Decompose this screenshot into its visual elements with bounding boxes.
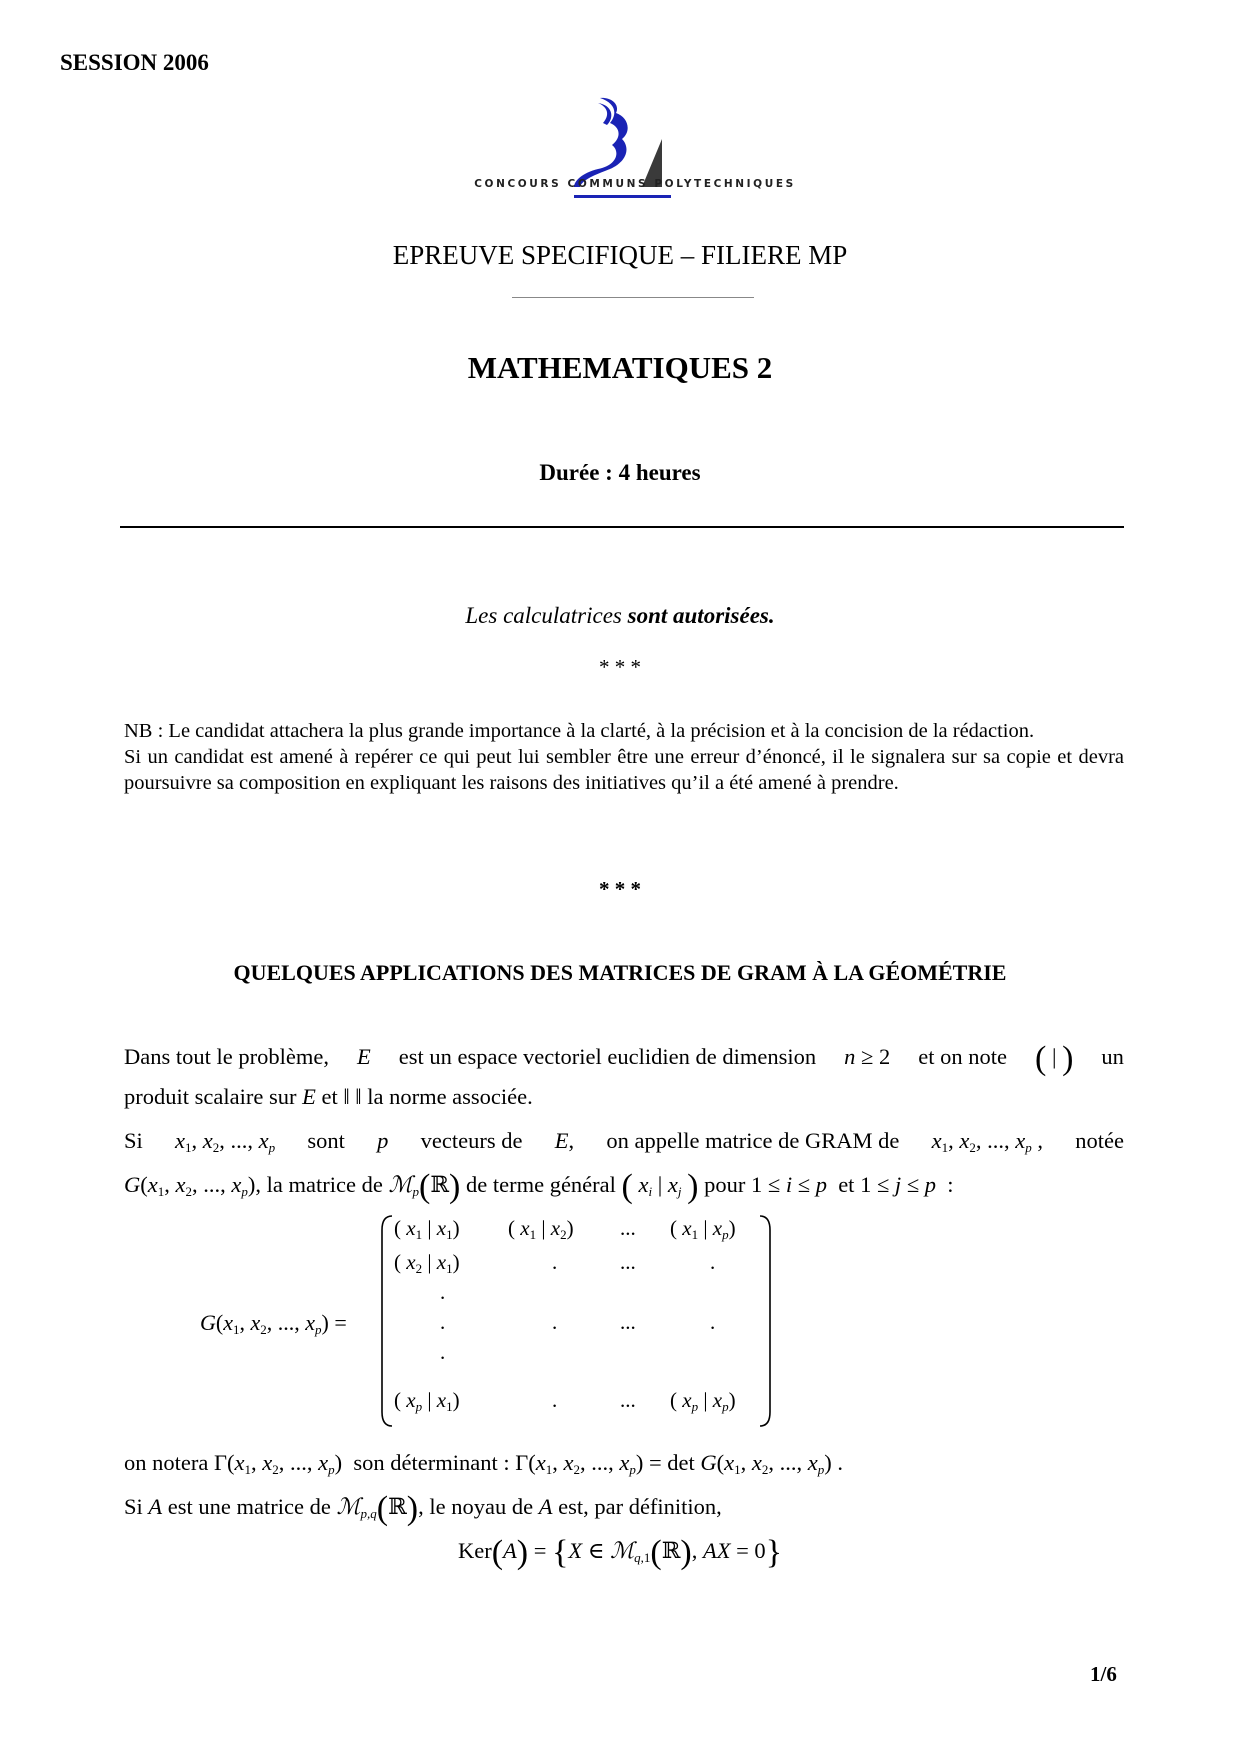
matrix-cell: . bbox=[440, 1340, 446, 1364]
separator-stars: * * * bbox=[599, 655, 641, 679]
text-fragment: est une matrice de bbox=[167, 1494, 331, 1519]
matrix-cell: . bbox=[710, 1250, 716, 1274]
title-divider bbox=[512, 297, 754, 298]
body-line-2: produit scalaire sur E et ‖ ‖ la norme associée. bbox=[124, 1084, 533, 1109]
section-title: QUELQUES APPLICATIONS DES MATRICES DE GRAM À LA GÉOMÉTRIE bbox=[233, 960, 1007, 985]
body-line-4: $G(x_1$, $x_2$, ..., $x_p$), la matrice de ℳ$_p$(ℝ) de terme général ( $x_i$ | $x_j$ ) pour 1 ≤ i ≤ p et 1 ≤ j ≤ p : bbox=[124, 1168, 954, 1205]
text-fragment: son déterminant : bbox=[353, 1450, 510, 1475]
matrix-cell: ( $x_1$ | $x_2$) bbox=[508, 1216, 574, 1242]
text-fragment: est, par définition, bbox=[558, 1494, 722, 1519]
text-fragment: et bbox=[321, 1084, 338, 1109]
page-number: 1/6 bbox=[1090, 1662, 1117, 1686]
text-fragment: Dans tout le problème, bbox=[124, 1044, 329, 1069]
matrix-cell: . bbox=[440, 1310, 446, 1334]
text-fragment: = det bbox=[648, 1450, 695, 1475]
text-fragment: la norme associée. bbox=[367, 1084, 533, 1109]
text-fragment: et on note bbox=[918, 1044, 1007, 1069]
matrix-cell: . bbox=[552, 1310, 558, 1334]
body-line-1: Dans tout le problème, E est un espace vectoriel euclidien de dimension n ≥ 2 et on note ( | ) un bbox=[124, 1040, 1124, 1077]
matrix-cell: . bbox=[710, 1310, 716, 1334]
duration: Durée : 4 heures bbox=[539, 460, 701, 485]
text-fragment: , la matrice de bbox=[255, 1172, 383, 1197]
text-fragment: produit scalaire sur bbox=[124, 1084, 297, 1109]
body-line-3: Si $x_1$, $x_2$, ..., $x_p$ sont p vecteurs de E, on appelle matrice de GRAM de $x_1$, $x_2$, ..., $x_p$ , notée bbox=[124, 1128, 1124, 1155]
header-rule bbox=[120, 526, 1124, 528]
matrix-cell: ... bbox=[620, 1250, 636, 1274]
text-fragment: Si bbox=[124, 1128, 143, 1153]
text-fragment: notée bbox=[1075, 1128, 1124, 1153]
matrix-cell: ( $x_p$ | $x_1$) bbox=[394, 1388, 460, 1414]
text-fragment: est un espace vectoriel euclidien de dimension bbox=[398, 1044, 817, 1069]
logo-underline bbox=[574, 195, 671, 198]
gram-matrix bbox=[380, 1212, 772, 1430]
body-line-6: Si A est une matrice de ℳ$_{p,q}$(ℝ), le noyau de A est, par définition, bbox=[124, 1490, 722, 1527]
matrix-cell: ( $x_2$ | $x_1$) bbox=[394, 1250, 460, 1276]
text-fragment: on notera bbox=[124, 1450, 209, 1475]
matrix-cell: ( $x_1$ | $x_p$) bbox=[670, 1216, 736, 1242]
exam-track-title: EPREUVE SPECIFIQUE – FILIERE MP bbox=[392, 240, 848, 270]
text-fragment: vecteurs de bbox=[420, 1128, 523, 1153]
text-fragment: sont bbox=[307, 1128, 345, 1153]
text-fragment: pour bbox=[704, 1172, 746, 1197]
matrix-cell: ... bbox=[620, 1310, 636, 1334]
matrix-cell: ... bbox=[620, 1216, 636, 1240]
text-fragment: et bbox=[838, 1172, 855, 1197]
nb-paragraph-2: Si un candidat est amené à repérer ce qui peut lui sembler être une erreur d’énoncé, il le signalera sur sa copie et devra poursuivre sa composition en expliquant les raisons des initiatives qu’il a été amené à prendre. bbox=[124, 746, 1124, 794]
subject-title: MATHEMATIQUES 2 bbox=[467, 350, 773, 385]
text-fragment: de terme général bbox=[465, 1172, 616, 1197]
nb-paragraph-1: NB : Le candidat attachera la plus grande importance à la clarté, à la précision et à la concision de la rédaction. bbox=[124, 720, 1035, 742]
kernel-definition: Ker(A) = {X ∈ ℳ$_{q,1}$(ℝ), AX = 0} bbox=[457, 1534, 783, 1571]
logo-caption: CONCOURS COMMUNS POLYTECHNIQUES bbox=[474, 178, 796, 190]
calculator-allowed: sont autorisées. bbox=[627, 603, 775, 628]
matrix-cell: . bbox=[552, 1250, 558, 1274]
separator-stars-2: * * * bbox=[599, 877, 641, 901]
nb-notice bbox=[124, 718, 1124, 796]
matrix-cell: . bbox=[552, 1388, 558, 1412]
gram-matrix-label: $G(x_1$, $x_2$, ..., $x_p$) = bbox=[200, 1310, 347, 1337]
calculator-prefix: Les calculatrices bbox=[465, 603, 628, 628]
matrix-cell: . bbox=[440, 1280, 446, 1304]
session-label: SESSION 2006 bbox=[60, 50, 209, 75]
text-fragment: , le noyau de bbox=[418, 1494, 534, 1519]
calculator-notice bbox=[0, 603, 1240, 629]
text-fragment: un bbox=[1101, 1044, 1124, 1069]
matrix-cell: ... bbox=[620, 1388, 636, 1412]
body-line-5: on notera $\Gamma(x_1$, $x_2$, ..., $x_p$) son déterminant : $\Gamma(x_1$, $x_2$, ..., $x_p) = \det G(x_1$, $x_2$, ..., $x_p$) . bbox=[124, 1450, 844, 1477]
matrix-cell: ( $x_1$ | $x_1$) bbox=[394, 1216, 460, 1242]
matrix-cell: ( $x_p$ | $x_p$) bbox=[670, 1388, 736, 1414]
text-fragment: on appelle matrice de GRAM de bbox=[606, 1128, 900, 1153]
text-fragment: Si bbox=[124, 1494, 143, 1519]
